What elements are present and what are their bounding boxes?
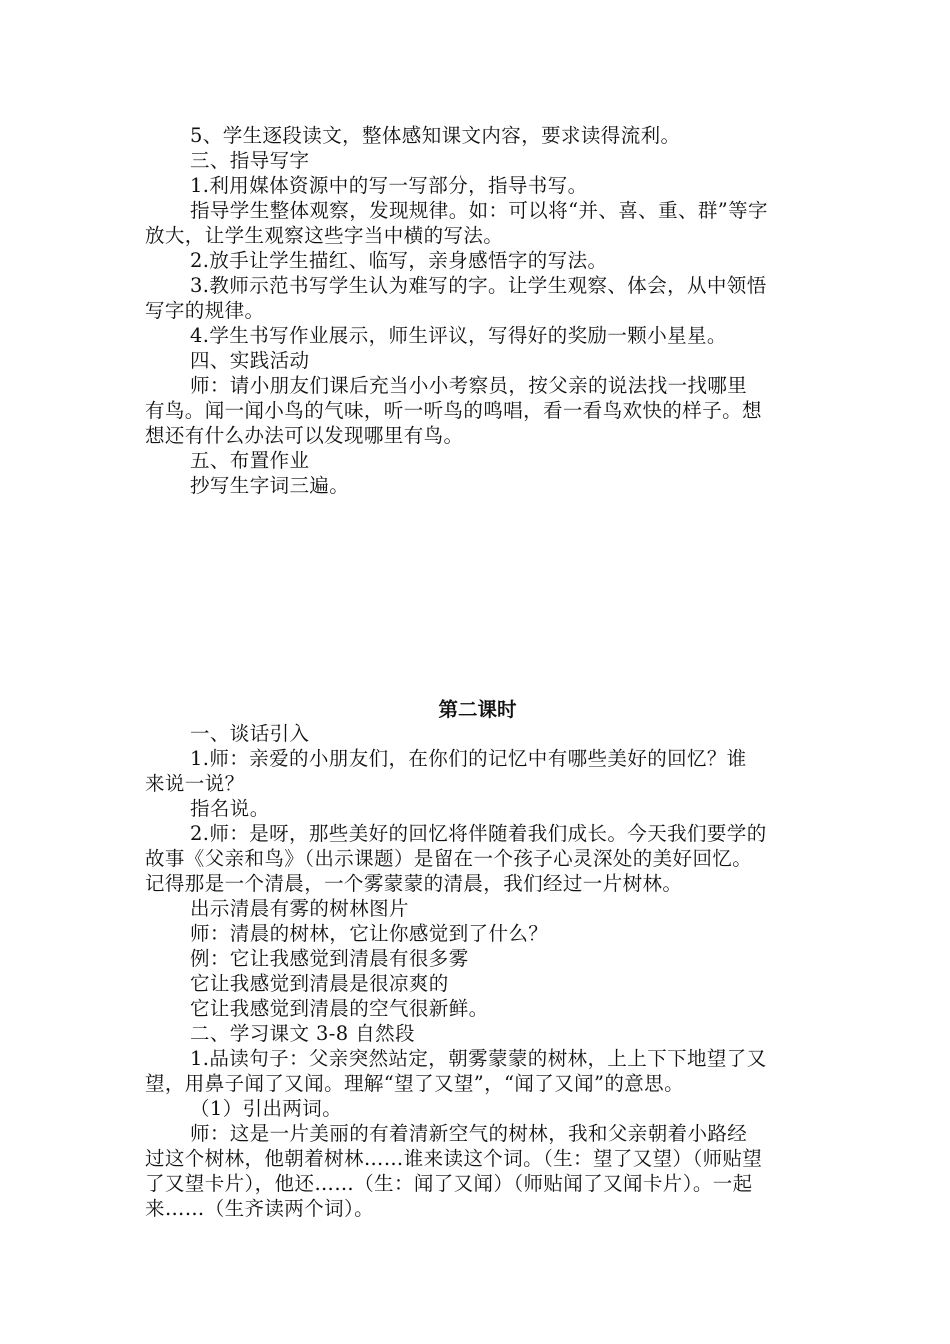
show-picture-line: 出示清晨有雾的树林图片 bbox=[190, 897, 409, 920]
item3-line-1: 3.教师示范书写学生认为难写的字。让学生观察、体会，从中领悟 bbox=[190, 274, 767, 297]
example-line-2: 它让我感觉到清晨是很凉爽的 bbox=[190, 972, 449, 995]
call-name-line: 指名说。 bbox=[190, 797, 270, 820]
intro2-line-2: 故事《父亲和鸟》（出示课题）是留在一个孩子心灵深处的美好回忆。 bbox=[145, 847, 753, 870]
teacher-line-4: 来……（生齐读两个词）。 bbox=[145, 1197, 375, 1220]
lesson2-title: 第二课时 bbox=[438, 698, 517, 721]
example-line-1: 例：它让我感觉到清晨有很多雾 bbox=[190, 947, 469, 970]
teacher-line-1: 师：这是一片美丽的有着清新空气的树林，我和父亲朝着小路经 bbox=[190, 1122, 748, 1145]
item2-line: 2.放手让学生描红、临写，亲身感悟字的写法。 bbox=[190, 249, 608, 272]
intro1-line-1: 1.师：亲爱的小朋友们，在你们的记忆中有哪些美好的回忆？谁 bbox=[190, 747, 747, 770]
example-line-3: 它让我感觉到清晨的空气很新鲜。 bbox=[190, 997, 489, 1020]
practice-line-1: 师：请小朋友们课后充当小小考察员，按父亲的说法找一找哪里 bbox=[190, 374, 748, 397]
section3-heading: 三、指导写字 bbox=[190, 149, 310, 172]
teacher-line-2: 过这个树林，他朝着树林……谁来读这个词。（生：望了又望）（师贴望 bbox=[145, 1147, 763, 1170]
section4-heading: 四、实践活动 bbox=[190, 349, 310, 372]
section5-heading: 五、布置作业 bbox=[190, 449, 310, 472]
sub1-line: （1）引出两词。 bbox=[190, 1097, 343, 1120]
item4-line: 4.学生书写作业展示，师生评议，写得好的奖励一颗小星星。 bbox=[190, 324, 727, 347]
guide-line-1: 指导学生整体观察，发现规律。如：可以将“并、喜、重、群”等字 bbox=[190, 199, 768, 222]
intro2-line-3: 记得那是一个清晨，一个雾蒙蒙的清晨，我们经过一片树林。 bbox=[145, 872, 683, 895]
section1-heading: 一、谈话引入 bbox=[190, 722, 310, 745]
practice-line-3: 想还有什么办法可以发现哪里有鸟。 bbox=[145, 424, 464, 447]
read1-line-1: 1.品读句子：父亲突然站定，朝雾蒙蒙的树林，上上下下地望了又 bbox=[190, 1047, 767, 1070]
step5-line: 5、学生逐段读文，整体感知课文内容，要求读得流利。 bbox=[190, 124, 681, 147]
intro1-line-2: 来说一说？ bbox=[145, 772, 245, 795]
teacher-line-3: 了又望卡片），他还……（生：闻了又闻）（师贴闻了又闻卡片）。一起 bbox=[145, 1172, 753, 1195]
teacher-question-line: 师：清晨的树林，它让你感觉到了什么？ bbox=[190, 922, 549, 945]
intro2-line-1: 2.师：是呀，那些美好的回忆将伴随着我们成长。今天我们要学的 bbox=[190, 822, 767, 845]
item3-line-2: 写字的规律。 bbox=[145, 299, 265, 322]
guide-line-2: 放大，让学生观察这些字当中横的写法。 bbox=[145, 224, 504, 247]
homework-line: 抄写生字词三遍。 bbox=[190, 474, 350, 497]
read1-line-2: 望，用鼻子闻了又闻。理解“望了又望”，“闻了又闻”的意思。 bbox=[145, 1072, 684, 1095]
section2-heading: 二、学习课文 3-8 自然段 bbox=[190, 1022, 415, 1045]
item1-line: 1.利用媒体资源中的写一写部分，指导书写。 bbox=[190, 174, 588, 197]
practice-line-2: 有鸟。闻一闻小鸟的气味，听一听鸟的鸣唱，看一看鸟欢快的样子。想 bbox=[145, 399, 762, 422]
